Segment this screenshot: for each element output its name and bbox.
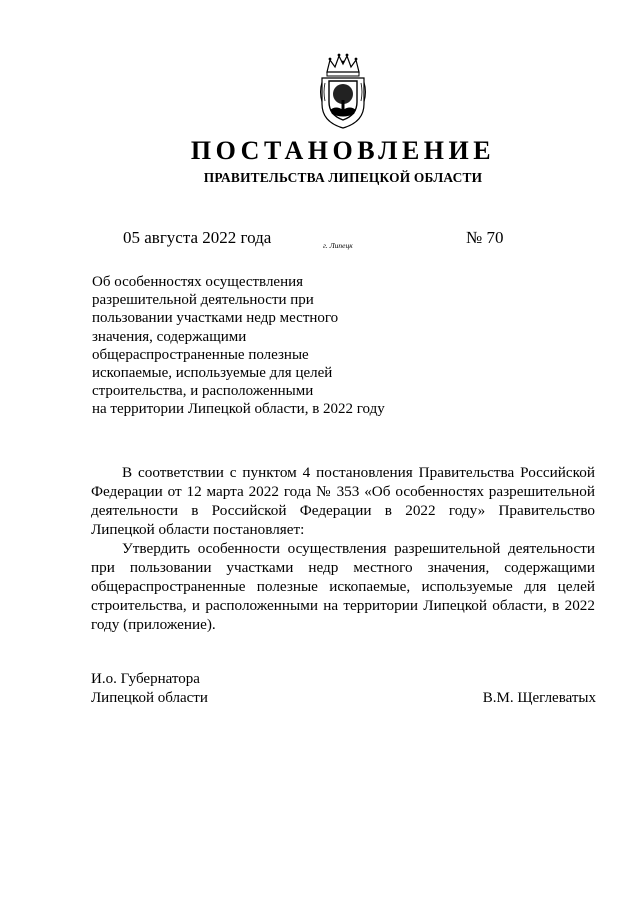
document-type-title: ПОСТАНОВЛЕНИЕ [190, 136, 496, 165]
document-subject [92, 273, 402, 419]
signatory-title [91, 670, 208, 708]
signatory-title-line: И.о. Губернатора [91, 671, 200, 687]
body-paragraph: Утвердить особенности осуществления разрешительной деятельности при пользовании участками недр местного значения, содержащими общераспространенные полезные ископаемые, используемые для целей строительства, и расположенными на территории Липецкой области, в 2022 году (приложение). [91, 540, 595, 633]
subject-line: ископаемые, используемые для целей [92, 365, 333, 382]
subject-line: общераспространенные полезные [92, 346, 309, 363]
document-city: г. Липецк [323, 241, 353, 250]
signatory-title-line: Липецкой области [91, 690, 208, 706]
subject-line: значения, содержащими [92, 328, 247, 345]
document-issuer: ПРАВИТЕЛЬСТВА ЛИПЕЦКОЙ ОБЛАСТИ [203, 170, 483, 185]
body-paragraph: В соответствии с пунктом 4 постановления Правительства Российской Федерации от 12 марта 2022 года № 353 «Об особенностях разрешительной деятельности в Российской Федерации в 2022 году» Правительство Липецкой области постановляет: [91, 464, 595, 538]
lipetsk-coat-of-arms-icon [318, 52, 368, 130]
subject-line: строительства, и расположенными [92, 383, 314, 400]
document-date: 05 августа 2022 года [123, 228, 272, 247]
subject-line: на территории Липецкой области, в 2022 году [92, 401, 385, 418]
subject-line: Об особенностях осуществления [92, 274, 304, 290]
document-body [91, 463, 595, 634]
subject-line: разрешительной деятельности при [92, 292, 314, 309]
subject-line: пользовании участками недр местного [92, 310, 339, 327]
document-number: № 70 [466, 228, 504, 247]
signatory-name: В.М. Щеглеватых [482, 690, 596, 706]
